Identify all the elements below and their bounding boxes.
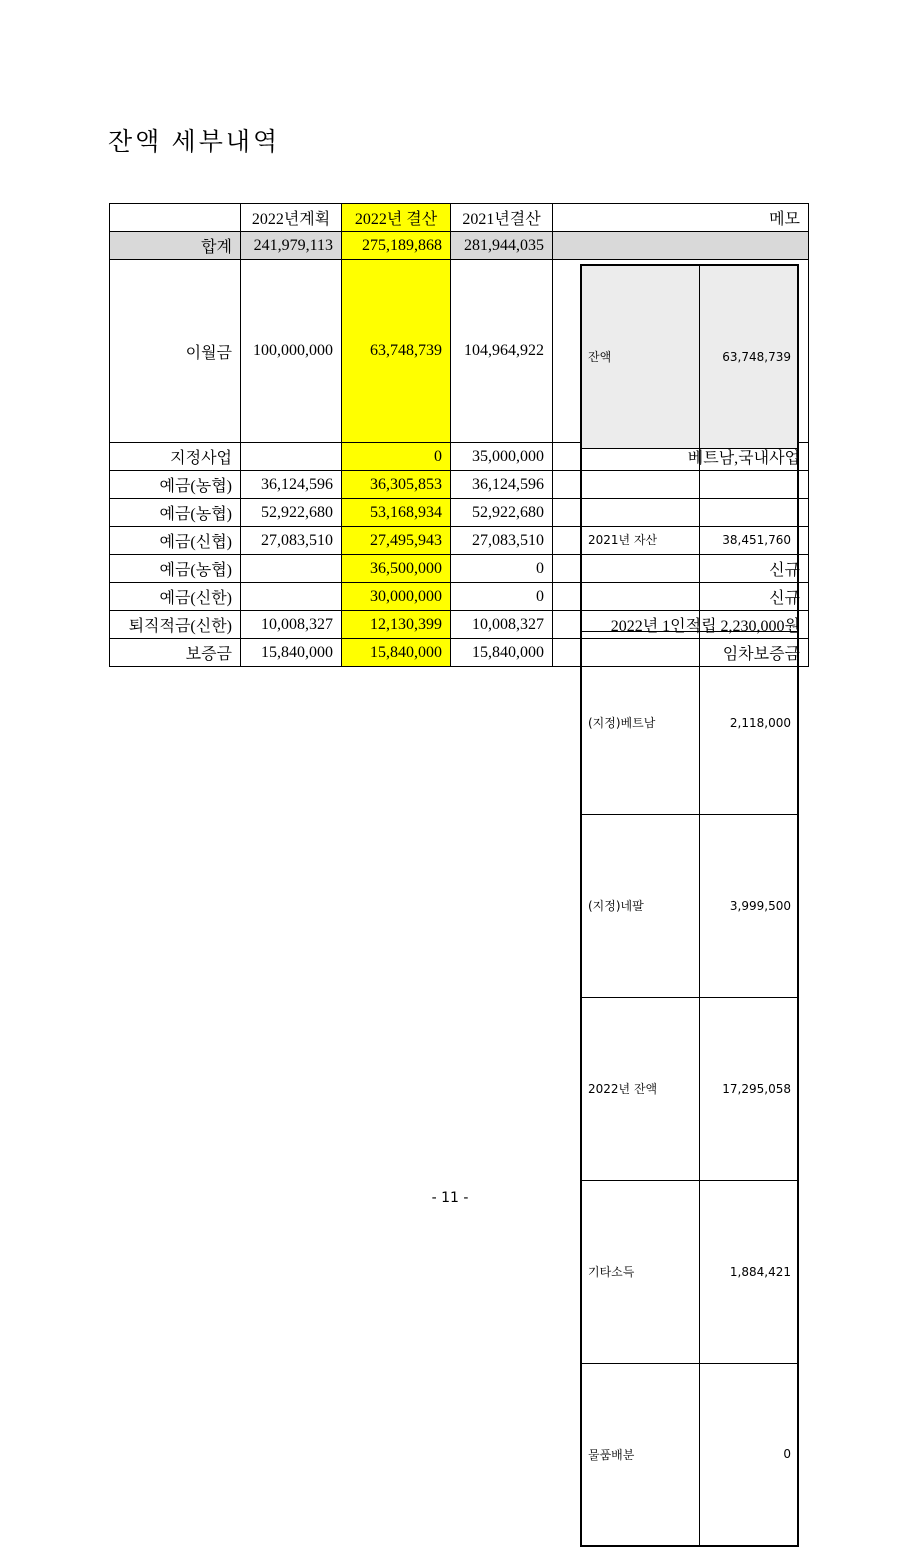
header-row [110,204,809,232]
row-prev: 15,840,000 [451,639,553,667]
carryover-prev: 104,964,922 [451,260,553,443]
breakdown-key: 잔액 [581,265,699,448]
row-result: 15,840,000 [342,639,451,667]
row-result: 36,500,000 [342,555,451,583]
total-row [110,232,809,260]
row-plan: 52,922,680 [241,499,342,527]
page-number: - 11 - [431,1190,469,1206]
row-prev: 36,124,596 [451,471,553,499]
row-prev: 35,000,000 [451,443,553,471]
balance-table [109,203,809,1462]
row-label: 지정사업 [110,443,241,471]
row-label: 퇴직적금(신한) [110,611,241,639]
breakdown-row [581,631,798,814]
breakdown-value: 3,999,500 [699,814,798,997]
header-plan: 2022년계획 [241,204,342,232]
breakdown-value: 2,118,000 [699,631,798,814]
breakdown-key: (지정)베트남 [581,631,699,814]
header-memo: 메모 [553,204,809,232]
breakdown-row [581,265,798,448]
breakdown-key: 기타소득 [581,1180,699,1363]
carryover-breakdown-table [580,264,799,1547]
row-label: 예금(농협) [110,555,241,583]
header-empty [110,204,241,232]
carryover-plan: 100,000,000 [241,260,342,443]
breakdown-key: 2021년 자산 [581,448,699,631]
row-memo: 임차보증금 [553,639,809,667]
breakdown-key: 물품배분 [581,1363,699,1546]
total-result: 275,189,868 [342,232,451,260]
row-result: 12,130,399 [342,611,451,639]
carryover-row [110,260,809,443]
row-result: 53,168,934 [342,499,451,527]
row-memo: 신규 [553,555,809,583]
total-plan: 241,979,113 [241,232,342,260]
row-plan: 27,083,510 [241,527,342,555]
row-plan [241,583,342,611]
breakdown-row [581,1363,798,1546]
breakdown-key: (지정)네팔 [581,814,699,997]
row-label: 예금(농협) [110,471,241,499]
row-memo: 2022년 1인적립 2,230,000원 [553,611,809,639]
row-plan: 10,008,327 [241,611,342,639]
row-prev: 52,922,680 [451,499,553,527]
row-result: 36,305,853 [342,471,451,499]
row-prev: 0 [451,583,553,611]
breakdown-row [581,814,798,997]
breakdown-value: 38,451,760 [699,448,798,631]
row-plan: 36,124,596 [241,471,342,499]
breakdown-value: 0 [699,1363,798,1546]
row-prev: 27,083,510 [451,527,553,555]
row-prev: 10,008,327 [451,611,553,639]
total-memo [553,232,809,260]
page-title: 잔액 세부내역 [108,129,281,156]
row-result: 27,495,943 [342,527,451,555]
row-plan: 15,840,000 [241,639,342,667]
breakdown-row [581,448,798,631]
header-result: 2022년 결산 [342,204,451,232]
breakdown-value: 17,295,058 [699,997,798,1180]
row-label: 예금(신협) [110,527,241,555]
carryover-label: 이월금 [110,260,241,443]
row-result: 30,000,000 [342,583,451,611]
total-prev: 281,944,035 [451,232,553,260]
row-result: 0 [342,443,451,471]
breakdown-value: 63,748,739 [699,265,798,448]
row-plan [241,443,342,471]
carryover-result: 63,748,739 [342,260,451,443]
breakdown-key: 2022년 잔액 [581,997,699,1180]
total-label: 합계 [110,232,241,260]
row-prev: 0 [451,555,553,583]
row-plan [241,555,342,583]
header-prev: 2021년결산 [451,204,553,232]
breakdown-row [581,997,798,1180]
row-memo: 베트남,국내사업 [553,443,809,471]
row-label: 예금(신한) [110,583,241,611]
row-memo: 신규 [553,583,809,611]
row-label: 예금(농협) [110,499,241,527]
breakdown-value: 1,884,421 [699,1180,798,1363]
row-label: 보증금 [110,639,241,667]
